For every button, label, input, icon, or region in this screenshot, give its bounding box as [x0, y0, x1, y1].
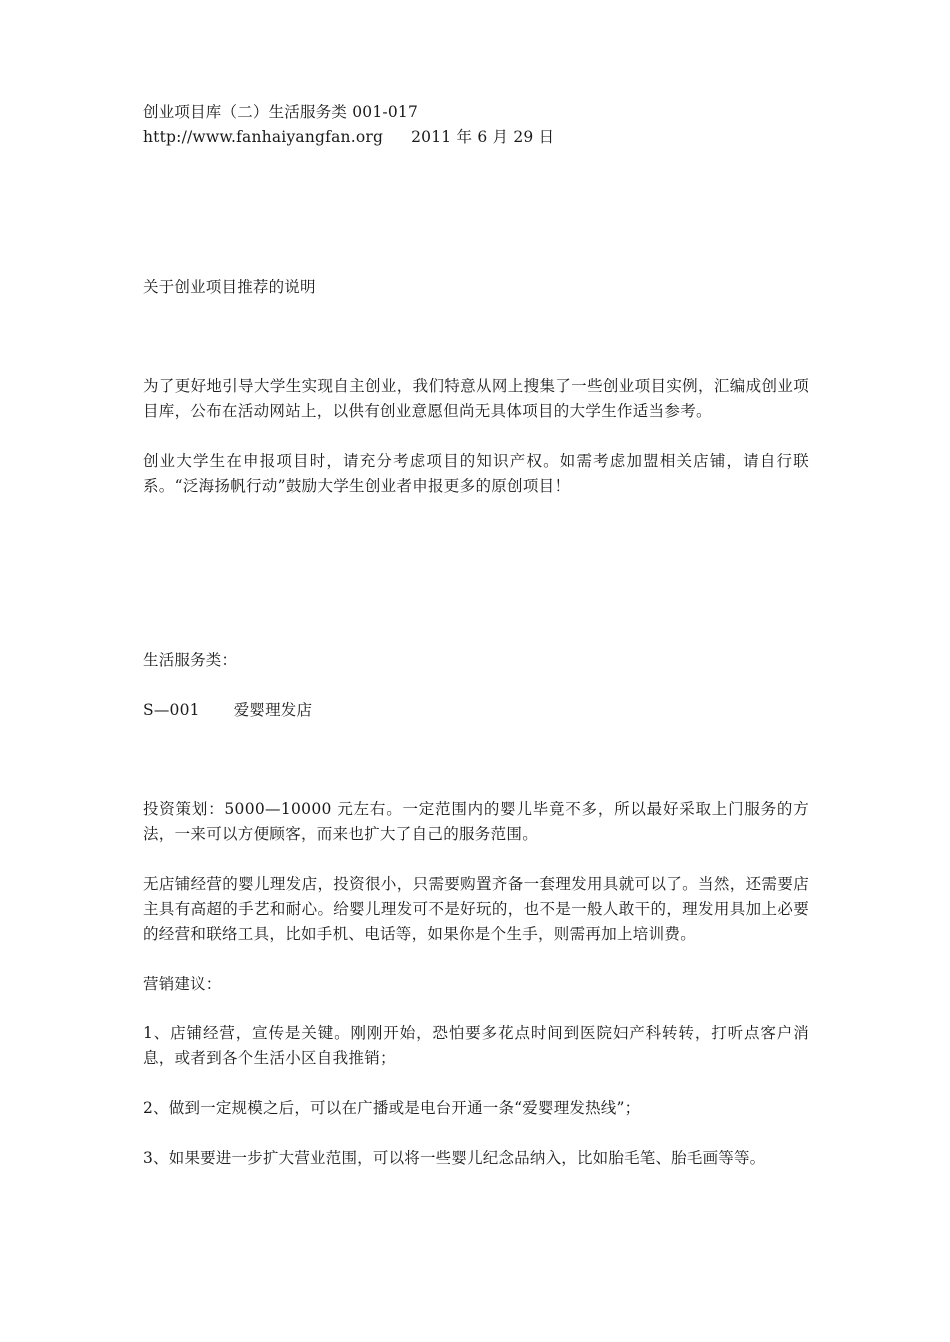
intro-heading: 关于创业项目推荐的说明 — [143, 278, 316, 296]
source-url: http://www.fanhaiyangfan.org — [143, 128, 384, 146]
project-code: S—001 — [143, 701, 200, 719]
description-paragraph: 无店铺经营的婴儿理发店，投资很小，只需要购置齐备一套理发用具就可以了。当然，还需要店主具有高超的手艺和耐心。给婴儿理发可不是好玩的，也不是一般人敢干的，理发用具加上必要的经营和联络工具，比如手机、电话等，如果你是个生手，则需再加上培训费。 — [143, 875, 809, 943]
marketing-heading: 营销建议： — [143, 975, 222, 993]
investment-paragraph: 投资策划：5000—10000 元左右。一定范围内的婴儿毕竟不多，所以最好采取上门服务的方法，一来可以方便顾客，而来也扩大了自己的服务范围。 — [143, 800, 809, 843]
category-label: 生活服务类： — [143, 651, 238, 669]
intro-paragraph-1: 为了更好地引导大学生实现自主创业，我们特意从网上搜集了一些创业项目实例，汇编成创业项目库，公布在活动网站上，以供有创业意愿但尚无具体项目的大学生作适当参考。 — [143, 377, 809, 420]
source-line — [143, 125, 554, 149]
suggestion-1: 1、店铺经营，宣传是关键。刚刚开始，恐怕要多花点时间到医院妇产科转转，打听点客户消息，或者到各个生活小区自我推销； — [143, 1024, 809, 1067]
suggestion-2: 2、做到一定规模之后，可以在广播或是电台开通一条“爱婴理发热线”； — [143, 1099, 641, 1117]
publish-date: 2011 年 6 月 29 日 — [411, 128, 555, 146]
suggestion-3: 3、如果要进一步扩大营业范围，可以将一些婴儿纪念品纳入，比如胎毛笔、胎毛画等等。 — [143, 1149, 766, 1167]
project-title-line — [143, 698, 312, 722]
intro-paragraph-2: 创业大学生在申报项目时，请充分考虑项目的知识产权。如需考虑加盟相关店铺，请自行联系。“泛海扬帆行动”鼓励大学生创业者申报更多的原创项目！ — [143, 452, 809, 495]
project-name: 爱婴理发店 — [233, 701, 313, 719]
document-title: 创业项目库（二）生活服务类 001-017 — [143, 103, 419, 121]
